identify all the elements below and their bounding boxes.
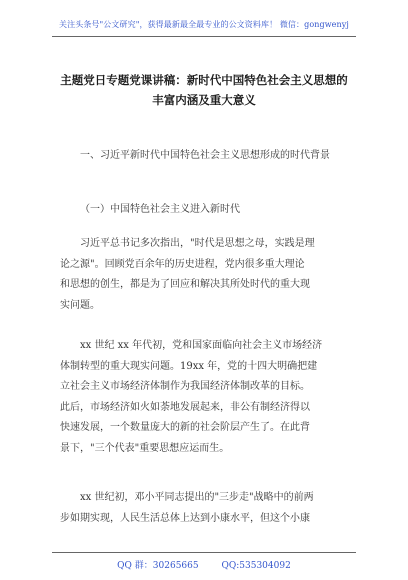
document-title bbox=[50, 70, 358, 110]
paragraph-line: 此后，市场经济如火如荼地发展起来，非公有制经济得以 bbox=[60, 401, 310, 413]
paragraph-line: 和思想的创生，都是为了回应和解决其所处时代的重大现 bbox=[60, 279, 310, 290]
paragraph-line: 体制转型的重大现实问题。19xx 年，党的十四大明确把建 bbox=[60, 360, 318, 372]
footer-qq-group: QQ 群：30265665 bbox=[117, 561, 199, 571]
paragraph-line: 景下，"三个代表"重要思想应运而生。 bbox=[60, 442, 230, 454]
paragraph-line: 快速发展，一个数量庞大的新的社会阶层产生了。在此背 bbox=[60, 422, 310, 433]
footer-contact bbox=[0, 558, 408, 571]
title-line-1: 主题党日专题党课讲稿：新时代中国特色社会主义思想的 bbox=[60, 73, 348, 87]
footer-qq-number: QQ:535304092 bbox=[221, 561, 291, 571]
paragraph-line: 实问题。 bbox=[60, 299, 100, 311]
paragraph-line: 论之源"。回顾党百余年的历史进程，党内很多重大理论 bbox=[60, 258, 305, 270]
paragraph-3 bbox=[60, 488, 350, 529]
section-heading-1: 一、习近平新时代中国特色社会主义思想形成的时代背景 bbox=[80, 150, 330, 161]
section-heading-2: （一）中国特色社会主义进入新时代 bbox=[80, 204, 240, 215]
paragraph-2 bbox=[60, 336, 350, 459]
footer-divider bbox=[52, 552, 356, 553]
paragraph-line: 习近平总书记多次指出，"时代是思想之母，实践是理 bbox=[80, 238, 315, 249]
header-note: 关注头条号"公文研究"，获得最新最全最专业的公文资料库！ 微信：gongwenyj bbox=[59, 20, 349, 29]
paragraph-line: 步如期实现，人民生活总体上达到小康水平，但这个小康 bbox=[60, 512, 310, 524]
paragraph-line: xx 世纪初，邓小平同志提出的"三步走"战略中的前两 bbox=[80, 492, 314, 503]
header-divider bbox=[52, 36, 356, 37]
paragraph-line: 立社会主义市场经济体制作为我国经济体制改革的目标。 bbox=[60, 381, 310, 392]
title-line-2: 丰富内涵及重大意义 bbox=[152, 93, 256, 107]
paragraph-1 bbox=[60, 234, 350, 316]
paragraph-line: xx 世纪 xx 年代初，党和国家面临向社会主义市场经济 bbox=[80, 340, 323, 351]
